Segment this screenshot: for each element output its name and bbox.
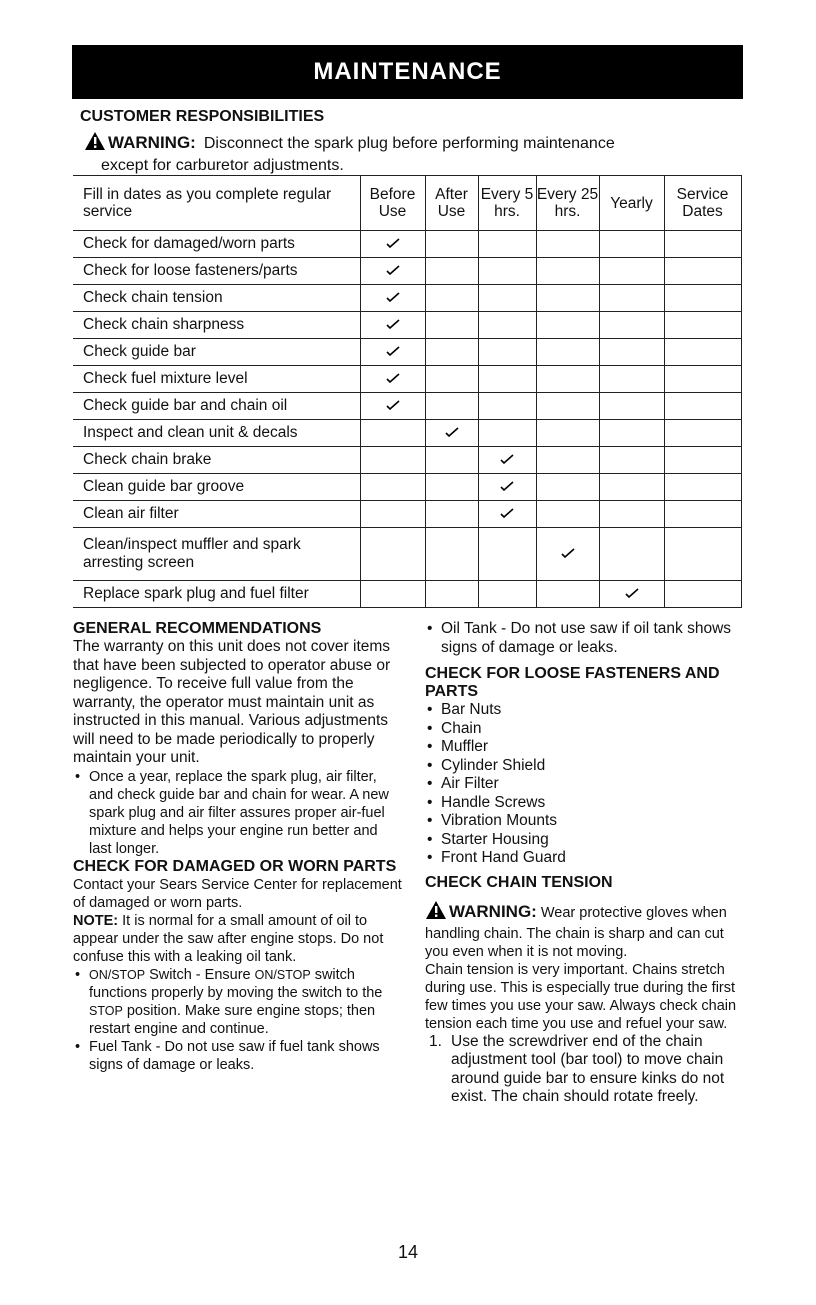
task-cell: Inspect and clean unit & decals [73, 420, 360, 447]
check-mark-icon [386, 370, 400, 388]
schedule-cell [478, 528, 536, 581]
schedule-cell [599, 231, 664, 258]
section-banner [72, 45, 743, 99]
check-mark-icon [561, 545, 575, 563]
schedule-cell [664, 231, 741, 258]
table-row [73, 231, 741, 258]
task-cell: Check chain sharpness [73, 312, 360, 339]
fastener-list [425, 701, 745, 868]
schedule-cell [536, 528, 599, 581]
schedule-cell [478, 581, 536, 608]
task-cell: Check guide bar [73, 339, 360, 366]
schedule-cell [425, 258, 478, 285]
damaged-parts-heading: CHECK FOR DAMAGED OR WORN PARTS [73, 857, 397, 875]
schedule-cell [664, 420, 741, 447]
list-item [73, 966, 403, 1038]
schedule-cell [360, 258, 425, 285]
list-item: • Handle Screws [425, 794, 745, 813]
schedule-cell [478, 366, 536, 393]
switch-text: switch functions properly by moving the switch to the [89, 966, 383, 1001]
warning-triangle-icon [84, 131, 106, 156]
switch-text: Switch - Ensure [149, 966, 251, 983]
schedule-cell [425, 285, 478, 312]
schedule-cell [360, 285, 425, 312]
warning-text: Disconnect the spark plug before performing maintenance [203, 135, 615, 152]
schedule-cell [599, 393, 664, 420]
task-cell: Check for loose fasteners/parts [73, 258, 360, 285]
schedule-cell [360, 420, 425, 447]
schedule-cell [664, 393, 741, 420]
table-row [73, 420, 741, 447]
task-cell: Replace spark plug and fuel filter [73, 581, 360, 608]
schedule-cell [360, 339, 425, 366]
schedule-cell [664, 581, 741, 608]
schedule-cell [360, 231, 425, 258]
table-row [73, 581, 741, 608]
list-item: • Air Filter [425, 775, 745, 794]
chain-warning [425, 900, 745, 961]
schedule-cell [360, 528, 425, 581]
column-header: Yearly [599, 176, 664, 231]
list-item [425, 1033, 745, 1107]
chain-tension-heading: CHECK CHAIN TENSION [425, 873, 613, 891]
left-column [73, 620, 403, 1074]
check-mark-icon [386, 397, 400, 415]
schedule-cell [599, 447, 664, 474]
check-mark-icon [386, 289, 400, 307]
general-recommendations-heading: GENERAL RECOMMENDATIONS [73, 620, 322, 637]
schedule-cell [599, 420, 664, 447]
schedule-cell [664, 474, 741, 501]
note-paragraph [73, 912, 403, 966]
list-item: • Fuel Tank - Do not use saw if fuel tank shows signs of damage or leaks. [73, 1038, 403, 1074]
switch-name: ON/STOP [254, 967, 311, 982]
task-cell: Clean guide bar groove [73, 474, 360, 501]
schedule-cell [664, 447, 741, 474]
check-mark-icon [386, 316, 400, 334]
stop-word: STOP [89, 1003, 123, 1018]
check-mark-icon [386, 343, 400, 361]
list-item: • Chain [425, 720, 745, 739]
column-header-task: Fill in dates as you complete regular service [73, 176, 360, 231]
schedule-cell [425, 501, 478, 528]
schedule-cell [599, 285, 664, 312]
table-row [73, 366, 741, 393]
schedule-cell [478, 393, 536, 420]
schedule-cell [360, 447, 425, 474]
schedule-cell [536, 393, 599, 420]
loose-fasteners-heading: CHECK FOR LOOSE FASTENERS AND PARTS [425, 665, 720, 700]
task-cell: Check guide bar and chain oil [73, 393, 360, 420]
maintenance-schedule-table [73, 175, 742, 608]
page-number: 14 [397, 1242, 419, 1262]
list-item: • Once a year, replace the spark plug, air filter, and check guide bar and chain for wear. A new spark plug and air filter assures proper air-fuel mixture and helps your engine run better and last longer. [73, 768, 403, 858]
schedule-cell [425, 231, 478, 258]
check-mark-icon [500, 451, 514, 469]
column-header: Before Use [360, 176, 425, 231]
customer-responsibilities-heading: CUSTOMER RESPONSIBILITIES [80, 108, 325, 125]
column-header: Service Dates [664, 176, 741, 231]
schedule-cell [536, 420, 599, 447]
schedule-cell [360, 501, 425, 528]
schedule-cell [599, 581, 664, 608]
table-body [73, 231, 741, 608]
schedule-cell [425, 366, 478, 393]
table-row [73, 447, 741, 474]
list-item: • Oil Tank - Do not use saw if oil tank shows signs of damage or leaks. [425, 620, 745, 657]
column-header: After Use [425, 176, 478, 231]
warning-triangle-icon [425, 900, 447, 925]
table-row [73, 285, 741, 312]
schedule-cell [360, 312, 425, 339]
schedule-cell [664, 528, 741, 581]
list-item: • Starter Housing [425, 831, 745, 850]
general-recommendations-text: The warranty on this unit does not cover items that have been subjected to operator abuse or negligence. To receive full value from the warranty, the operator must maintain unit as instructed in this manual. Various adjustments will need to be made periodically to properly maintain your unit. [73, 638, 391, 766]
schedule-cell [664, 366, 741, 393]
table-row [73, 312, 741, 339]
table-row [73, 339, 741, 366]
schedule-cell [599, 474, 664, 501]
warning-text-continued: except for carburetor adjustments. [101, 157, 344, 174]
schedule-cell [478, 447, 536, 474]
schedule-cell [360, 393, 425, 420]
task-cell: Check chain brake [73, 447, 360, 474]
schedule-cell [536, 474, 599, 501]
schedule-cell [360, 474, 425, 501]
schedule-cell [478, 501, 536, 528]
schedule-cell [536, 285, 599, 312]
schedule-cell [360, 581, 425, 608]
task-cell: Clean air filter [73, 501, 360, 528]
warning-text: Wear protective gloves when handling chain. The chain is sharp and can cut you even when it is not moving. [425, 904, 727, 960]
schedule-cell [425, 581, 478, 608]
schedule-cell [425, 393, 478, 420]
schedule-cell [599, 528, 664, 581]
check-mark-icon [445, 424, 459, 442]
task-cell: Clean/inspect muffler and spark arresting screen [73, 528, 360, 581]
step-text: Use the screwdriver end of the chain adjustment tool (bar tool) to move chain around guide bar to ensure kinks do not exist. The chain should rotate freely. [451, 1032, 725, 1105]
schedule-cell [425, 312, 478, 339]
right-column [425, 620, 745, 1107]
switch-text: position. Make sure engine stops; then restart engine and continue. [89, 1002, 376, 1037]
table-row [73, 501, 741, 528]
schedule-cell [536, 501, 599, 528]
list-item: • Cylinder Shield [425, 757, 745, 776]
schedule-cell [599, 258, 664, 285]
table-header-row [73, 176, 741, 231]
schedule-cell [478, 258, 536, 285]
schedule-cell [664, 285, 741, 312]
schedule-cell [478, 231, 536, 258]
schedule-cell [536, 447, 599, 474]
schedule-cell [664, 339, 741, 366]
list-item: • Bar Nuts [425, 701, 745, 720]
schedule-cell [599, 339, 664, 366]
schedule-cell [478, 339, 536, 366]
schedule-cell [664, 501, 741, 528]
chain-tension-text: Chain tension is very important. Chains stretch during use. This is especially true during the first few times you use your saw. Always check chain tension each time you use and refuel your saw. [425, 961, 737, 1032]
check-mark-icon [500, 505, 514, 523]
column-header: Every 25 hrs. [536, 176, 599, 231]
switch-name: ON/STOP [89, 967, 146, 982]
schedule-cell [478, 312, 536, 339]
schedule-cell [425, 420, 478, 447]
schedule-cell [536, 581, 599, 608]
table-row [73, 474, 741, 501]
check-mark-icon [386, 262, 400, 280]
check-mark-icon [500, 478, 514, 496]
warning-label: WARNING: [108, 133, 196, 152]
damaged-parts-text: Contact your Sears Service Center for replacement of damaged or worn parts. [73, 876, 402, 911]
note-text: It is normal for a small amount of oil to appear under the saw after engine stops. Do not confuse this with a leaking oil tank. [73, 912, 384, 965]
schedule-cell [536, 339, 599, 366]
schedule-cell [599, 312, 664, 339]
schedule-cell [536, 258, 599, 285]
warning-label: WARNING: [449, 901, 537, 921]
check-mark-icon [386, 235, 400, 253]
schedule-cell [599, 366, 664, 393]
schedule-cell [478, 285, 536, 312]
schedule-cell [425, 339, 478, 366]
task-cell: Check fuel mixture level [73, 366, 360, 393]
list-item: • Vibration Mounts [425, 812, 745, 831]
schedule-cell [360, 366, 425, 393]
table-row [73, 393, 741, 420]
table-row [73, 528, 741, 581]
step-number: 1. [429, 1032, 442, 1050]
schedule-cell [478, 420, 536, 447]
check-mark-icon [625, 585, 639, 603]
note-label: NOTE: [73, 912, 119, 929]
schedule-cell [599, 501, 664, 528]
schedule-cell [425, 528, 478, 581]
schedule-cell [536, 312, 599, 339]
schedule-cell [425, 474, 478, 501]
schedule-cell [536, 366, 599, 393]
task-cell: Check chain tension [73, 285, 360, 312]
page-title: MAINTENANCE [313, 58, 502, 85]
list-item: • Front Hand Guard [425, 849, 745, 868]
list-item: • Muffler [425, 738, 745, 757]
schedule-cell [425, 447, 478, 474]
table-row [73, 258, 741, 285]
warning-block [84, 131, 744, 175]
schedule-cell [664, 312, 741, 339]
task-cell: Check for damaged/worn parts [73, 231, 360, 258]
schedule-cell [536, 231, 599, 258]
schedule-cell [664, 258, 741, 285]
schedule-cell [478, 474, 536, 501]
column-header: Every 5 hrs. [478, 176, 536, 231]
